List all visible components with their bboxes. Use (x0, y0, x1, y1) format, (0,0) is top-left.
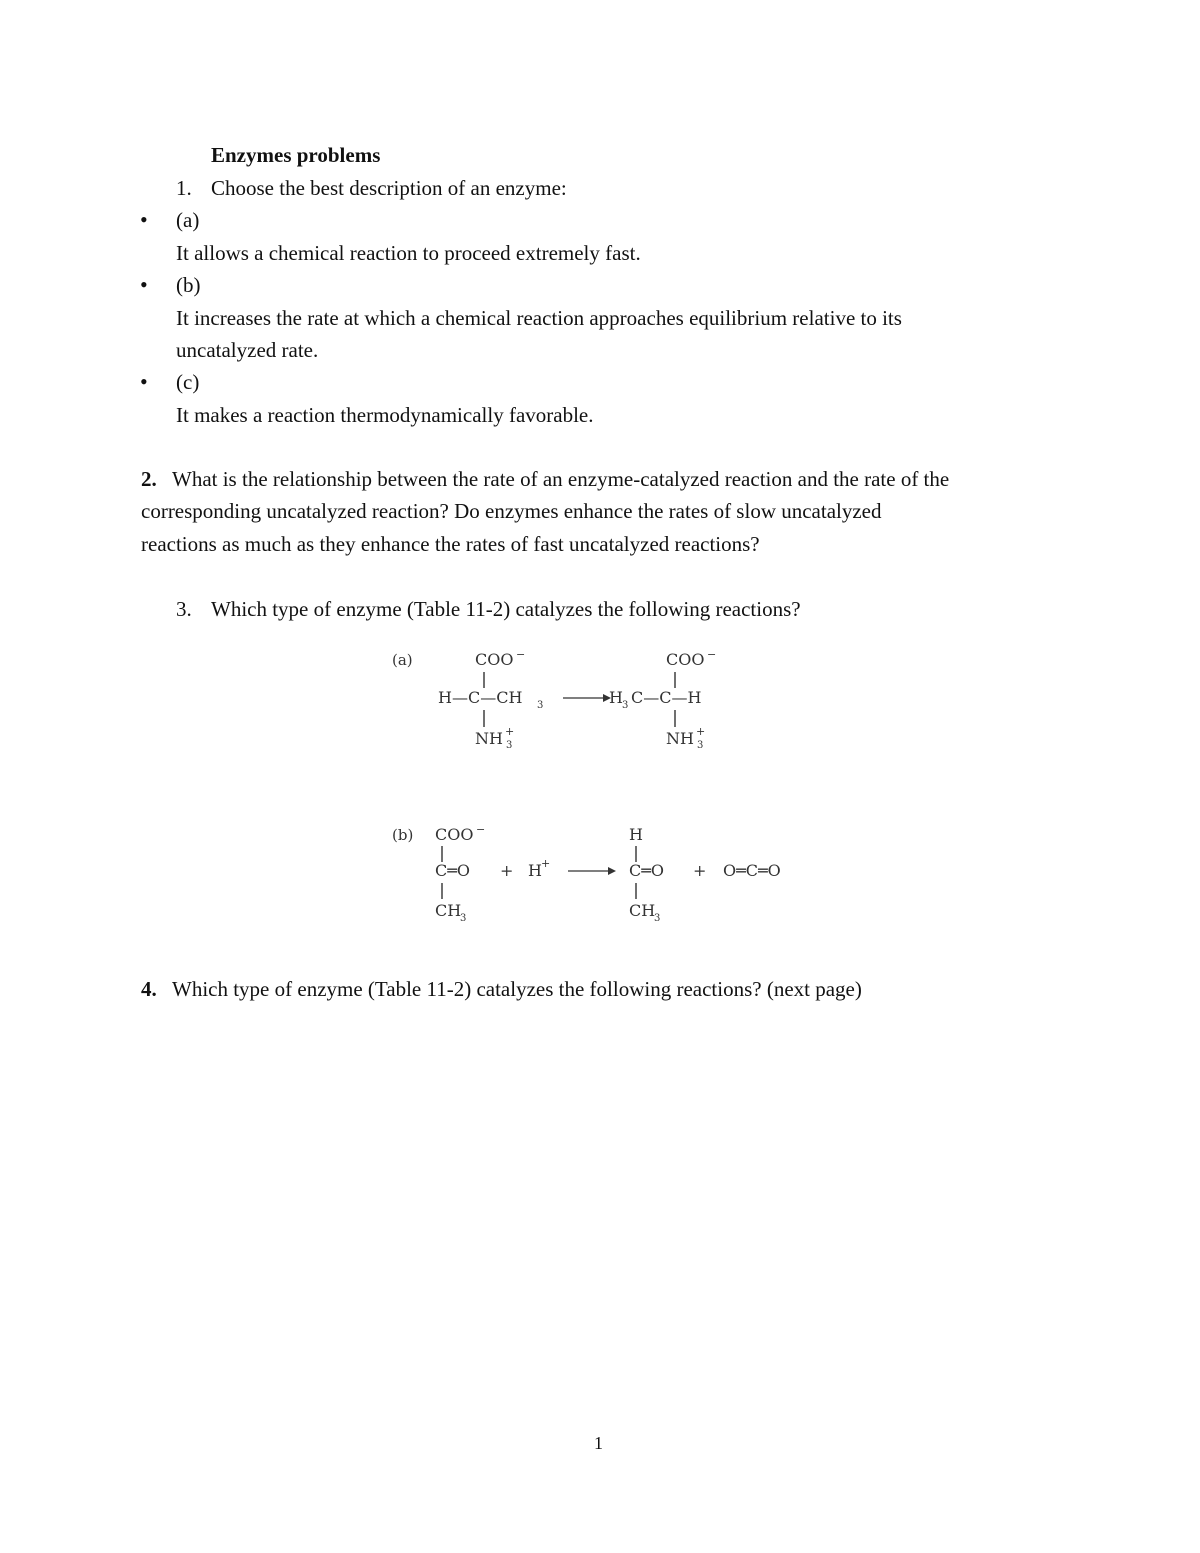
q2-number: 2. (141, 467, 157, 491)
reaction-b-hplus: H (528, 861, 542, 880)
reaction-b-plus-sign: + (500, 861, 514, 880)
reaction-a-left-nh: NH (475, 729, 503, 748)
reaction-a-right-coo: COO (666, 650, 705, 669)
reaction-b-ch3-sub: 3 (460, 913, 467, 924)
reaction-b-coo: COO (435, 825, 474, 844)
q2-line1: What is the relationship between the rate of an enzyme-catalyzed reaction and the rate of the (172, 467, 950, 491)
reaction-a-left-plus: + (505, 725, 515, 738)
page-title: Enzymes problems (211, 143, 381, 167)
reaction-b-h-top: H (629, 825, 643, 844)
reaction-b-plus-sign-2: + (693, 861, 707, 880)
q1-option-a-label: (a) (176, 208, 200, 232)
reaction-b-co2: O═C═O (723, 861, 781, 880)
q4-prompt: Which type of enzyme (Table 11-2) catalyzes the following reactions? (next page) (172, 977, 862, 1001)
reaction-a-right-minus: − (707, 648, 717, 661)
q3-prompt: Which type of enzyme (Table 11-2) catalyzes the following reactions? (211, 597, 801, 621)
reaction-a-right-nh: NH (666, 729, 694, 748)
reaction-b-ch-right: CH (629, 901, 656, 920)
reaction-a-right-chain: C—C—H (631, 688, 702, 707)
reaction-b-co: C═O (435, 861, 470, 880)
reaction-b-ch3-right-sub: 3 (654, 913, 661, 924)
reaction-a-left-chain: H—C—CH (438, 688, 523, 707)
reaction-b-diagram (380, 815, 820, 925)
reaction-a-right-plus: + (696, 725, 706, 738)
reaction-a-right-h3c: H (609, 688, 623, 707)
reaction-b-ch: CH (435, 901, 462, 920)
reaction-a-right-h3c-sub: 3 (622, 700, 629, 711)
reaction-a-diagram (380, 640, 740, 755)
q1-option-c-text: It makes a reaction thermodynamically favorable. (176, 403, 594, 427)
bullet-icon: • (140, 369, 148, 394)
reaction-b-minus: − (476, 823, 486, 836)
reaction-b-co-right: C═O (629, 861, 664, 880)
bullet-icon: • (140, 207, 148, 232)
reaction-a-label: (a) (392, 651, 413, 669)
q1-option-b-text-line1: It increases the rate at which a chemical reaction approaches equilibrium relative to its (176, 306, 902, 330)
q1-option-b-label: (b) (176, 273, 201, 297)
reaction-a-left-minus: − (516, 648, 526, 661)
reaction-a-right-nh3-sub: 3 (697, 740, 704, 751)
reaction-a-left-ch3-sub: 3 (537, 700, 544, 711)
q1-option-a-text: It allows a chemical reaction to proceed extremely fast. (176, 241, 641, 265)
q1-option-c-label: (c) (176, 370, 200, 394)
page-number: 1 (594, 1433, 603, 1453)
q3-number: 3. (176, 597, 192, 621)
reaction-b-label: (b) (392, 826, 414, 844)
reaction-a-left-nh3-sub: 3 (506, 740, 513, 751)
reaction-b-hplus-charge: + (541, 857, 551, 870)
q1-prompt: Choose the best description of an enzyme: (211, 176, 567, 200)
reaction-a-left-coo: COO (475, 650, 514, 669)
q1-number: 1. (176, 176, 192, 200)
bullet-icon: • (140, 272, 148, 297)
q1-option-b-text-line2: uncatalyzed rate. (176, 338, 319, 362)
q2-line3: reactions as much as they enhance the rates of fast uncatalyzed reactions? (141, 532, 760, 556)
q2-line2: corresponding uncatalyzed reaction? Do enzymes enhance the rates of slow uncatalyzed (141, 499, 882, 523)
q4-number: 4. (141, 977, 157, 1001)
